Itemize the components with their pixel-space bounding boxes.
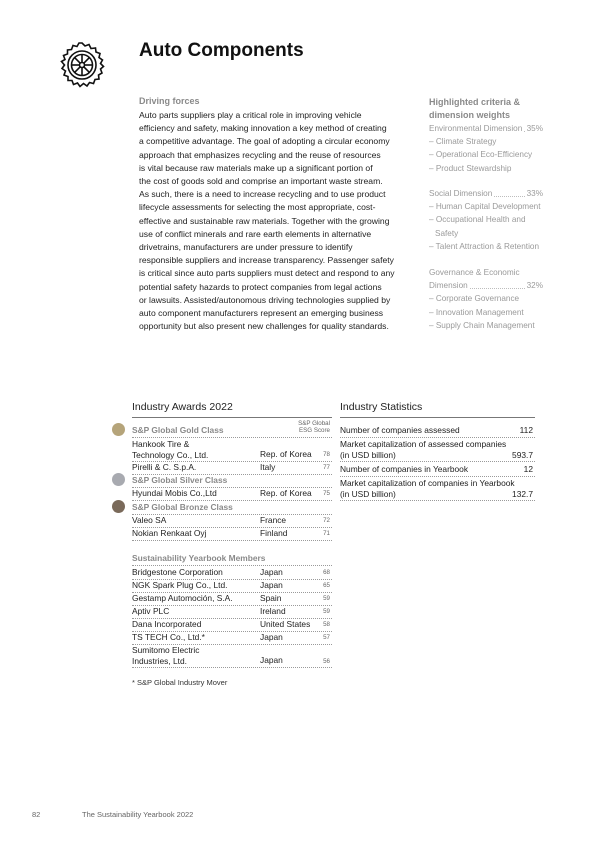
company-name: TS TECH Co., Ltd.* [132, 632, 205, 642]
wheel-icon [58, 41, 106, 89]
stat-row [340, 439, 535, 462]
company-name: NGK Spark Plug Co., Ltd. [132, 580, 228, 590]
silver-class-dot [112, 473, 125, 486]
text-line: or lawsuits. Assisted/autonomous driving technologies supplied by [139, 294, 391, 305]
company-name: Hyundai Mobis Co.,Ltd [132, 488, 217, 498]
table-row [132, 439, 332, 462]
awards-divider [132, 417, 332, 418]
table-row [132, 528, 332, 541]
page-number: 82 [32, 810, 41, 819]
score-header-line: ESG Score [299, 427, 330, 434]
table-row [132, 619, 332, 632]
social-dimension [429, 187, 543, 253]
text-line: drivetrains, manufacturers are under pressure to identify [139, 242, 353, 253]
criterion: – Climate Strategy [429, 137, 497, 147]
country: Japan [260, 567, 283, 577]
table-row [132, 645, 332, 668]
text-line: the cost of goods sold and comprise an important waste stream. [139, 176, 383, 187]
table-row [132, 515, 332, 528]
text-line: approach that emphasizes recycling and the reuse of resources [139, 149, 381, 160]
esg-score: 58 [323, 621, 330, 628]
text-line: Auto parts suppliers play a critical role in improving vehicle [139, 110, 362, 120]
country: Ireland [260, 606, 286, 616]
table-row [132, 593, 332, 606]
esg-score: 68 [323, 569, 330, 576]
criterion: – Supply Chain Management [429, 320, 535, 330]
text-line: responsible suppliers and increase transparency. Passenger safety [139, 255, 394, 266]
country: Rep. of Korea [260, 449, 312, 459]
esg-score: 75 [323, 490, 330, 497]
stat-value: 132.7 [512, 489, 533, 499]
esg-score: 78 [323, 451, 330, 458]
company-name-line: Sumitomo Electric [132, 645, 200, 655]
text-line: As such, there is a need to increase recycling and to use product [139, 189, 386, 200]
text-line: is vital because raw materials make up a significant portion of [139, 162, 373, 173]
criterion: Safety [435, 228, 459, 238]
country: United States [260, 619, 311, 629]
stat-label: Number of companies assessed [340, 425, 460, 435]
company-name: Gestamp Automoción, S.A. [132, 593, 233, 603]
country: Japan [260, 655, 283, 665]
stat-label: (in USD billion) [340, 489, 396, 499]
country: Rep. of Korea [260, 488, 312, 498]
stat-label: Number of companies in Yearbook [340, 464, 469, 474]
bronze-class-label: S&P Global Bronze Class [132, 502, 332, 515]
stat-label: Market capitalization of assessed companies [340, 439, 507, 449]
country: Japan [260, 580, 283, 590]
table-row [132, 462, 332, 475]
text-line: lifecycle assessments for selecting the most appropriate, cost- [139, 202, 376, 213]
dimension-weight: 32% [526, 281, 543, 291]
text-line: a competitive advantage. The goal of adopting a circular economy [139, 136, 390, 147]
dimension-label: Governance & Economic [429, 268, 520, 277]
table-row [132, 567, 332, 580]
company-name-line: Technology Co., Ltd. [132, 450, 209, 460]
criterion: – Human Capital Development [429, 202, 541, 212]
stat-row [340, 464, 535, 477]
criteria-heading-line: Highlighted criteria & [429, 97, 521, 107]
esg-score: 56 [323, 658, 330, 665]
stat-row [340, 478, 535, 501]
company-name: Nokian Renkaat Oyj [132, 528, 207, 538]
esg-score: 57 [323, 634, 330, 641]
text-line: opportunity but also present new challenges for quality standards. [139, 321, 389, 332]
footnote: * S&P Global Industry Mover [132, 678, 228, 687]
stat-label: Market capitalization of companies in Yearbook [340, 478, 515, 488]
company-name: Dana Incorporated [132, 619, 202, 629]
stat-label: (in USD billion) [340, 450, 396, 460]
dimension-weight: 33% [526, 189, 543, 198]
criteria-heading-line: dimension weights [429, 110, 511, 120]
criterion: – Operational Eco-Efficiency [429, 150, 533, 160]
criterion: – Talent Attraction & Retention [429, 241, 539, 251]
company-name: Aptiv PLC [132, 606, 170, 616]
esg-score: 72 [323, 517, 330, 524]
score-header-line: S&P Global [298, 420, 330, 427]
esg-score: 59 [323, 608, 330, 615]
text-line: effective and sustainable raw materials. Together with the growing [139, 215, 390, 226]
stat-value: 593.7 [512, 450, 533, 460]
text-line: potential safety hazards to protect companies from legal actions [139, 281, 382, 292]
company-name: Pirelli & C. S.p.A. [132, 462, 197, 472]
text-line: efficiency and safety, making innovation a key method of creating [139, 123, 387, 134]
stats-divider [340, 417, 535, 418]
silver-class-label: S&P Global Silver Class [132, 475, 332, 488]
bronze-class-dot [112, 500, 125, 513]
table-row [132, 488, 332, 501]
country: Finland [260, 528, 288, 538]
awards-heading: Industry Awards 2022 [132, 401, 233, 413]
country: France [260, 515, 287, 525]
text-line: is critical since auto parts suppliers must detect and respond to any [139, 268, 395, 279]
stat-row [340, 425, 535, 438]
company-name: Bridgestone Corporation [132, 567, 223, 577]
esg-score: 77 [323, 464, 330, 471]
esg-score: 59 [323, 595, 330, 602]
table-row [132, 606, 332, 619]
table-row [132, 632, 332, 645]
criteria-heading [429, 96, 559, 122]
stat-value: 12 [523, 464, 533, 474]
esg-score: 65 [323, 582, 330, 589]
company-name [132, 439, 208, 461]
gold-class-dot [112, 423, 125, 436]
country: Italy [260, 462, 276, 472]
country: Spain [260, 593, 282, 603]
criterion: – Product Stewardship [429, 163, 512, 173]
dimension-label: Environmental Dimension [429, 124, 523, 133]
environmental-dimension [429, 122, 543, 175]
company-name [132, 645, 199, 667]
text-line: auto component manufacturers represent an emerging business [139, 308, 384, 319]
text-line: use of conflict minerals and rare earth elements in alternative [139, 228, 372, 239]
table-row [132, 580, 332, 593]
esg-score: 71 [323, 530, 330, 537]
page-title: Auto Components [139, 40, 304, 61]
criterion: – Innovation Management [429, 307, 524, 317]
dimension-label: Dimension [429, 281, 468, 291]
dimension-weight: 35% [526, 124, 543, 133]
stat-value: 112 [519, 425, 533, 435]
company-name-line: Industries, Ltd. [132, 656, 187, 666]
driving-forces-heading: Driving forces [139, 96, 200, 106]
publication-name: The Sustainability Yearbook 2022 [82, 810, 194, 819]
members-heading: Sustainability Yearbook Members [132, 553, 332, 566]
stats-heading: Industry Statistics [340, 401, 423, 413]
criterion: – Corporate Governance [429, 294, 520, 304]
criterion: – Occupational Health and [429, 215, 526, 225]
company-name: Valeo SA [132, 515, 167, 525]
dimension-label: Social Dimension [429, 189, 493, 198]
gold-class-label: S&P Global Gold Class [132, 425, 332, 438]
governance-dimension [429, 266, 543, 332]
driving-forces-text [139, 109, 424, 333]
country: Japan [260, 632, 283, 642]
company-name-line: Hankook Tire & [132, 439, 190, 449]
